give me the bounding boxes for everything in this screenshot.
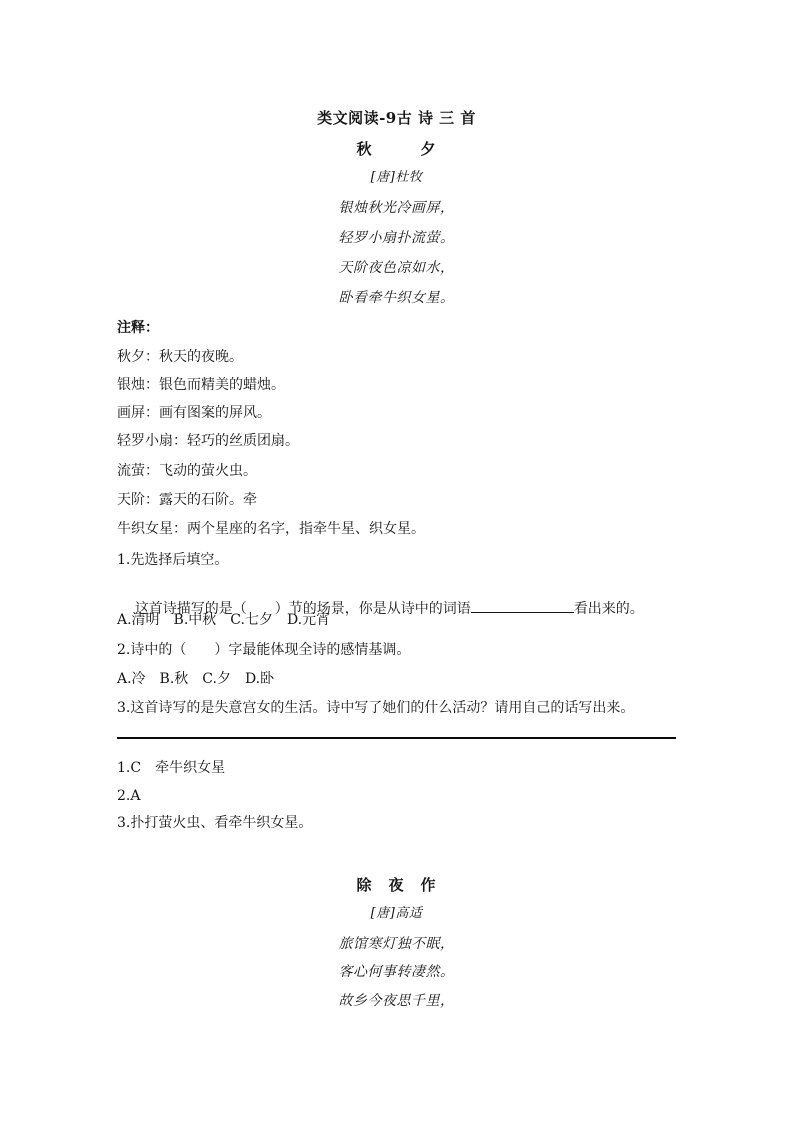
note-item: 秋夕：秋天的夜晚。 [117, 349, 243, 365]
answer-item: 2.A [117, 788, 141, 804]
poem1-line: 银烛秋光冷画屏， [338, 200, 455, 216]
poem1-line: 卧看牵牛织女星。 [338, 290, 455, 306]
note-item: 牛织女星：两个星座的名字，指牵牛星、织女星。 [117, 521, 425, 537]
poem1-line: 天阶夜色凉如水， [338, 260, 455, 276]
poem1-line: 轻罗小扇扑流萤。 [338, 230, 455, 246]
fill-in-blank-line [471, 598, 574, 613]
answer-item: 1.C 牵牛织女星 [117, 760, 226, 776]
question-3-text: 3.这首诗写的是失意宫女的生活。诗中写了她们的什么活动？请用自己的话写出来。 [117, 700, 635, 716]
note-item: 银烛：银色而精美的蜡烛。 [117, 377, 285, 393]
poem2-line: 旅馆寒灯独不眠， [338, 936, 455, 952]
question-1-text-post: 看出来的。 [573, 601, 644, 617]
poem2-title: 除 夜 作 [356, 876, 437, 894]
question-2-text: 2.诗中的（ ）字最能体现全诗的感情基调。 [117, 642, 411, 658]
question-1-label: 1.先选择后填空。 [117, 552, 229, 568]
question-2-options: A.冷 B.秋 C.夕 D.卧 [117, 671, 275, 687]
poem2-line: 故乡今夜思千里， [338, 993, 455, 1009]
note-item: 画屏：画有图案的屏风。 [117, 405, 271, 421]
answer-item: 3.扑打萤火虫、看牵牛织女星。 [117, 815, 313, 831]
notes-heading: 注释： [117, 320, 159, 336]
note-item: 天阶：露天的石阶。牵 [117, 492, 257, 508]
poem1-author: [唐]杜牧 [370, 170, 423, 185]
note-item: 轻罗小扇：轻巧的丝质团扇。 [117, 433, 299, 449]
poem1-title: 秋 夕 [356, 140, 437, 158]
question-1-text-pre: 这首诗描写的是（ ）节的场景，你是从诗中的词语 [134, 601, 471, 617]
note-item: 流萤：飞动的萤火虫。 [117, 463, 257, 479]
poem2-line: 客心何事转凄然。 [338, 964, 455, 980]
poem2-author: [唐]高适 [370, 906, 423, 921]
document-title: 类文阅读-9古 诗 三 首 [317, 109, 476, 127]
answer-divider-line [117, 737, 676, 739]
question-1-options: A.清明 B.中秋 C.七夕 D.元宵 [117, 612, 331, 628]
